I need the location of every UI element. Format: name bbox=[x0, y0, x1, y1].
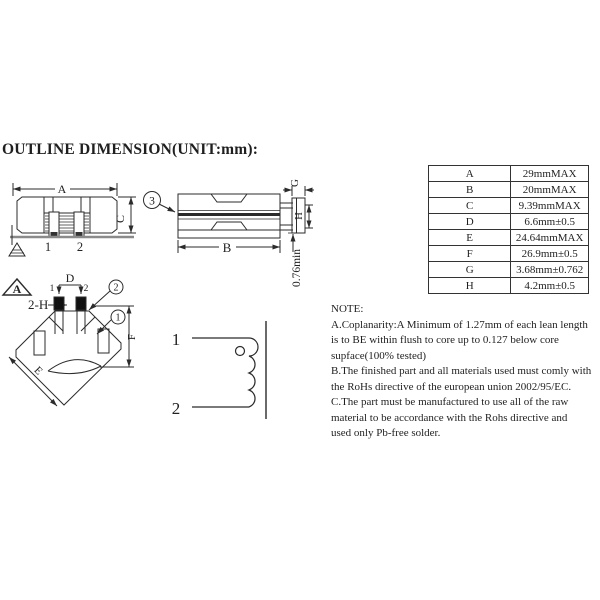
dim-value: 20mmMAX bbox=[511, 182, 589, 198]
dim-value: 24.64mmMAX bbox=[511, 230, 589, 246]
bottom-view bbox=[3, 279, 134, 406]
dimension-table bbox=[428, 165, 589, 294]
dim-param: D bbox=[429, 214, 511, 230]
side-dim-b-label: B bbox=[222, 240, 232, 255]
dim-value: 9.39mmMAX bbox=[511, 198, 589, 214]
note-heading: NOTE: bbox=[331, 303, 364, 315]
table-row bbox=[429, 166, 589, 182]
schematic-pin2-label: 2 bbox=[171, 399, 181, 418]
dim-param: B bbox=[429, 182, 511, 198]
note-line: material to be accordance with the Rohs directive and bbox=[331, 411, 568, 424]
bottom-datum-label: A bbox=[12, 282, 22, 296]
dim-value: 6.6mm±0.5 bbox=[511, 214, 589, 230]
bottom-pin-spec-label: 2-H bbox=[28, 297, 49, 312]
dim-value: 3.68mm±0.762 bbox=[511, 262, 589, 278]
polarity-dot-icon bbox=[236, 347, 245, 356]
side-min-clearance-label: 0.76min bbox=[291, 248, 303, 288]
dim-value: 26.9mm±0.5 bbox=[511, 246, 589, 262]
note-line: A.Coplanarity:A Minimum of 1.27mm of each lean length bbox=[331, 318, 588, 331]
dim-value: 4.2mm±0.5 bbox=[511, 278, 589, 294]
dim-param: H bbox=[429, 278, 511, 294]
table-row bbox=[429, 278, 589, 294]
bottom-dim-d-label: D bbox=[65, 271, 75, 285]
bottom-callout-1: 1 bbox=[115, 312, 121, 324]
bottom-pin1-label: 1 bbox=[49, 284, 55, 294]
note-line: is to BE within flush to core up to 0.127 below core bbox=[331, 334, 559, 346]
dim-param: C bbox=[429, 198, 511, 214]
side-dim-g-label: G bbox=[289, 179, 301, 187]
table-row bbox=[429, 262, 589, 278]
note-line: supface(100% tested) bbox=[331, 349, 426, 362]
front-dim-a-label: A bbox=[57, 182, 67, 196]
note-line: B.The finished part and all materials used must comly with bbox=[331, 365, 592, 377]
page-title: OUTLINE DIMENSION(UNIT:mm): bbox=[2, 141, 259, 158]
schematic-pin1-label: 1 bbox=[171, 330, 181, 349]
table-row bbox=[429, 230, 589, 246]
dim-param: A bbox=[429, 166, 511, 182]
dim-value: 29mmMAX bbox=[511, 166, 589, 182]
table-row bbox=[429, 198, 589, 214]
winding-schematic bbox=[192, 321, 266, 419]
dim-param: E bbox=[429, 230, 511, 246]
note-line: the RoHs directive of the european union 2002/95/EC. bbox=[331, 380, 572, 393]
note-line: used only Pb-free solder. bbox=[331, 427, 441, 439]
bottom-dim-f-label: F bbox=[126, 333, 138, 341]
bottom-dim-e-label: E bbox=[31, 364, 45, 378]
side-dim-h-label: H bbox=[294, 212, 305, 220]
front-pin2-label: 2 bbox=[76, 240, 84, 254]
table-row bbox=[429, 182, 589, 198]
dim-param: F bbox=[429, 246, 511, 262]
note-line: C.The part must be manufactured to use all of the raw bbox=[331, 396, 569, 408]
note-block bbox=[331, 302, 600, 442]
side-callout-3: 3 bbox=[149, 195, 155, 208]
front-dim-c-label: C bbox=[113, 214, 127, 224]
table-row bbox=[429, 246, 589, 262]
table-row bbox=[429, 214, 589, 230]
bottom-callout-2: 2 bbox=[113, 282, 119, 294]
front-pin1-label: 1 bbox=[44, 240, 52, 254]
dim-param: G bbox=[429, 262, 511, 278]
bottom-pin2-label: 2 bbox=[83, 284, 89, 294]
